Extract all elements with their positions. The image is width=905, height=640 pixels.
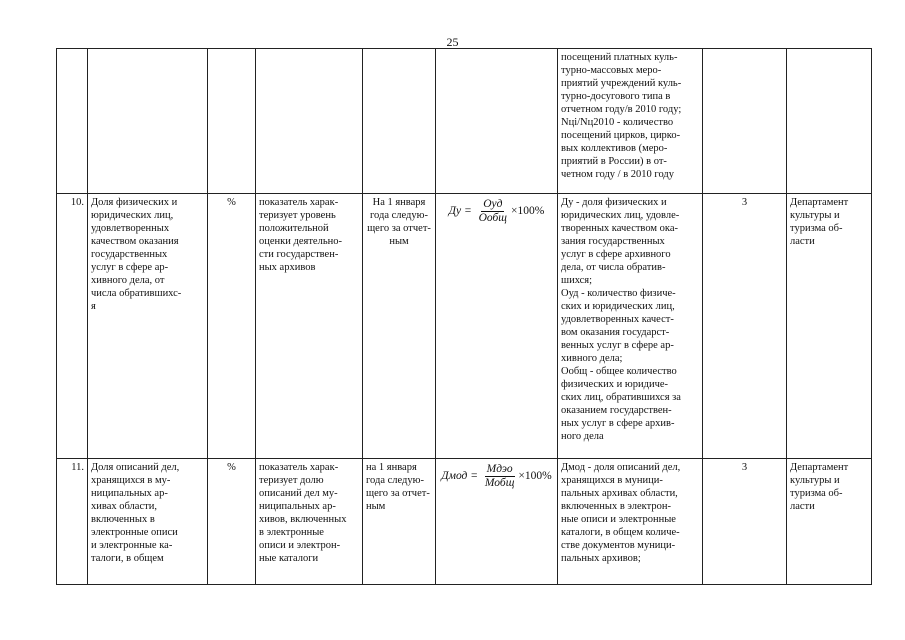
cell-empty	[208, 49, 256, 194]
cell-empty	[787, 49, 872, 194]
indicator-name: Доля описаний дел, хранящихся в му- ниципальных ар- хивах области, включенных в электронные описи и электронные ка- талоги, в общем	[88, 459, 208, 585]
table-row	[57, 194, 872, 459]
indicator-characteristic: показатель харак- теризует уровень положительной оценки деятельно- сти государствен- ных архивов	[256, 194, 363, 459]
target-value: 3	[703, 194, 787, 459]
row-number: 11.	[57, 459, 88, 585]
formula: Дмод = $\frac{\text{Мдэо}}{\text{Мобщ}}$ ×100%	[441, 463, 552, 489]
formula-cell	[436, 194, 558, 459]
cell-empty	[436, 49, 558, 194]
formula-lhs: Дмод	[441, 470, 468, 482]
row-number: 10.	[57, 194, 88, 459]
cell-empty	[88, 49, 208, 194]
cell-empty	[57, 49, 88, 194]
formula-lhs: Ду	[448, 205, 462, 217]
formula: Ду = $\frac{\text{Оуд}}{\text{Ообщ}}$ ×100%	[448, 198, 545, 224]
formula-tail: ×100%	[518, 470, 552, 482]
formula-fraction	[483, 463, 516, 490]
formula-numerator: Мдэо	[486, 463, 513, 475]
formula-fraction	[477, 198, 509, 225]
page-number: 25	[446, 35, 459, 49]
formula-cell	[436, 459, 558, 585]
responsible-department: Департамент культуры и туризма об- ласти	[787, 194, 872, 459]
table-row-continuation	[57, 49, 872, 194]
table-row	[57, 459, 872, 585]
target-value: 3	[703, 459, 787, 585]
formula-description: Дмод - доля описаний дел, хранящихся в муници- пальных архивах области, включенных в электрон- ные описи и электронные каталоги, в общем количе- стве документов муници- пальных архивов;	[558, 459, 703, 585]
unit: %	[208, 459, 256, 585]
continuation-description: посещений платных куль- турно-массовых меро- приятий учреждений куль- турно-досугового типа в отчетном году/в 2010 году; Nцi/Nц2010 - количество посещений цирков, цирко- вых коллективов (меро- приятий в России) в от- четном году / в 2010 году	[558, 49, 703, 194]
indicator-name: Доля физических и юридических лиц, удовлетворенных качеством оказания государственных услуг в сфере ар- хивного дела, от числа обратившихс- я	[88, 194, 208, 459]
unit: %	[208, 194, 256, 459]
date-of-measurement: на 1 января года следую- щего за отчет- ным	[363, 459, 436, 585]
formula-numerator: Оуд	[483, 198, 503, 210]
responsible-department: Департамент культуры и туризма об- ласти	[787, 459, 872, 585]
formula-tail: ×100%	[510, 205, 545, 217]
cell-empty	[703, 49, 787, 194]
indicators-table	[56, 48, 872, 585]
cell-empty	[363, 49, 436, 194]
indicator-characteristic: показатель харак- теризует долю описаний дел му- ниципальных ар- хивов, включенных в электронные описи и электрон- ные каталоги	[256, 459, 363, 585]
date-of-measurement: На 1 января года следую- щего за отчет- ным	[363, 194, 436, 459]
formula-description: Ду - доля физических и юридических лиц, удовле- творенных качеством ока- зания государственных услуг в сфере архивного дела, от числа обратив- шихся; Оуд - количество физиче- ских и юридических лиц, удовлетворенных качест- вом оказания государст- венных услуг в сфере ар- хивного дела; Ообщ - общее количество физических и юридиче- ских лиц, обратившихся за оказанием государствен- ных услуг в сфере архив- ного дела	[558, 194, 703, 459]
formula-denominator: Мобщ	[484, 477, 515, 489]
cell-empty	[256, 49, 363, 194]
formula-denominator: Ообщ	[478, 212, 507, 224]
